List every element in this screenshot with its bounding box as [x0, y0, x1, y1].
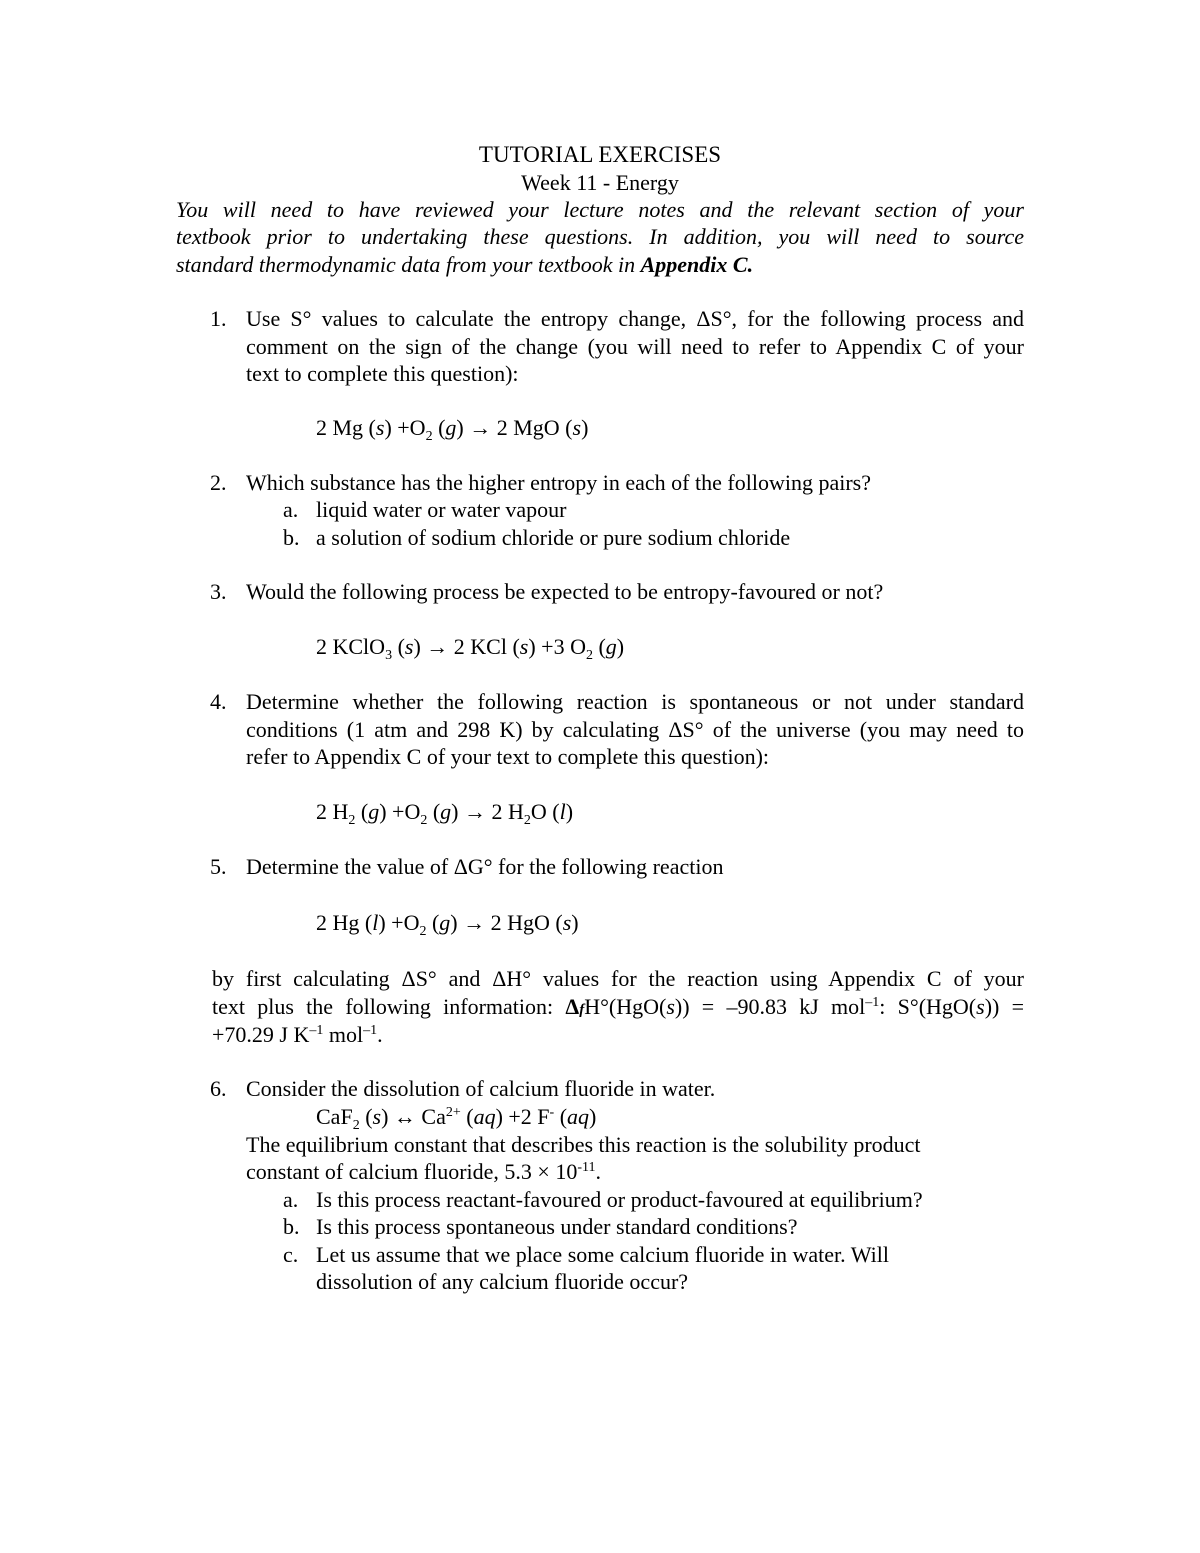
question-text: comment on the sign of the change (you will need to refer to Appendix C of your	[246, 334, 1024, 359]
question-text: by first calculating ΔS° and ΔH° values for the reaction using Appendix C of your	[212, 966, 1024, 991]
question-number: 4.	[210, 689, 227, 714]
sub-question-text: a solution of sodium chloride or pure sodium chloride	[316, 525, 791, 550]
chemical-equation: 2 KClO$_3$ (s) → 2 KCl (s) +3 $O_2$ (g)	[316, 634, 625, 663]
question-number: 3.	[210, 579, 227, 604]
question-number: 1.	[210, 306, 227, 331]
sub-question-label: c.	[283, 1242, 299, 1267]
chemical-equation: 2 Hg $(l) +O_2$ (g) → 2 HgO (s)	[316, 910, 579, 939]
intro-text: standard thermodynamic data from your textbook in	[176, 252, 641, 277]
question-text: refer to Appendix C of your text to complete this question):	[246, 744, 770, 769]
question-text: Would the following process be expected to be entropy-favoured or not?	[246, 579, 884, 604]
question-text: text plus the following information: ΔfH°(HgO(s)) = –90.83 kJ mol$^{-1}$: S°(HgO(s)) =	[212, 994, 1025, 1019]
intro-line: textbook prior to undertaking these questions. In addition, you will need to source	[176, 224, 1024, 249]
question-text: Determine whether the following reaction is spontaneous or not under standard	[246, 689, 1024, 714]
chemical-equation: 2 $H_2$ $(g) +O_2$ (g) → 2 $H_2O$ (l)	[316, 799, 574, 828]
sub-question-label: a.	[283, 1187, 299, 1212]
appendix-reference: Appendix C	[640, 252, 748, 277]
sub-question-text: Is this process reactant-favoured or product-favoured at equilibrium?	[316, 1187, 923, 1212]
question-text: text to complete this question):	[246, 361, 519, 386]
intro-line	[176, 251, 1024, 278]
sub-question-label: b.	[283, 1214, 300, 1239]
sub-question-text: liquid water or water vapour	[316, 497, 567, 522]
question-number: 5.	[210, 854, 227, 879]
question-text: Which substance has the higher entropy in each of the following pairs?	[246, 470, 871, 495]
question-number: 2.	[210, 470, 227, 495]
sub-question-text: dissolution of any calcium fluoride occur?	[316, 1269, 689, 1294]
question-text: +70.29 J $K^{-1}$ mol$^{-1}$.	[212, 1022, 383, 1047]
page-subtitle: Week 11 - Energy	[521, 170, 679, 195]
sub-question-text: Is this process spontaneous under standard conditions?	[316, 1214, 798, 1239]
question-text: Consider the dissolution of calcium fluoride in water.	[246, 1076, 716, 1101]
question-number: 6.	[210, 1076, 227, 1101]
question-text: Determine the value of ΔG° for the following reaction	[246, 854, 724, 879]
question-text: conditions (1 atm and 298 K) by calculating ΔS° of the universe (you may need to	[246, 717, 1024, 742]
question-text: constant of calcium fluoride, $5.3 \times 10^{-11}$.	[246, 1159, 601, 1184]
intro-period: .	[747, 252, 754, 277]
sub-question-label: a.	[283, 497, 299, 522]
sub-question-label: b.	[283, 525, 300, 550]
question-text: Use S° values to calculate the entropy change, ΔS°, for the following process and	[246, 306, 1024, 331]
chemical-equation: CaF$_2$ (s) ↔ $Ca^{2+}$ (aq) +2 F- (aq)	[316, 1104, 597, 1133]
sub-question-text: Let us assume that we place some calcium fluoride in water. Will	[316, 1242, 889, 1267]
intro-line: You will need to have reviewed your lecture notes and the relevant section of your	[176, 197, 1024, 222]
chemical-equation: 2 Mg $(s) +O_2$ (g) → 2 MgO (s)	[316, 415, 589, 444]
page-title: TUTORIAL EXERCISES	[478, 142, 722, 167]
question-text: The equilibrium constant that describes this reaction is the solubility product	[246, 1132, 921, 1157]
